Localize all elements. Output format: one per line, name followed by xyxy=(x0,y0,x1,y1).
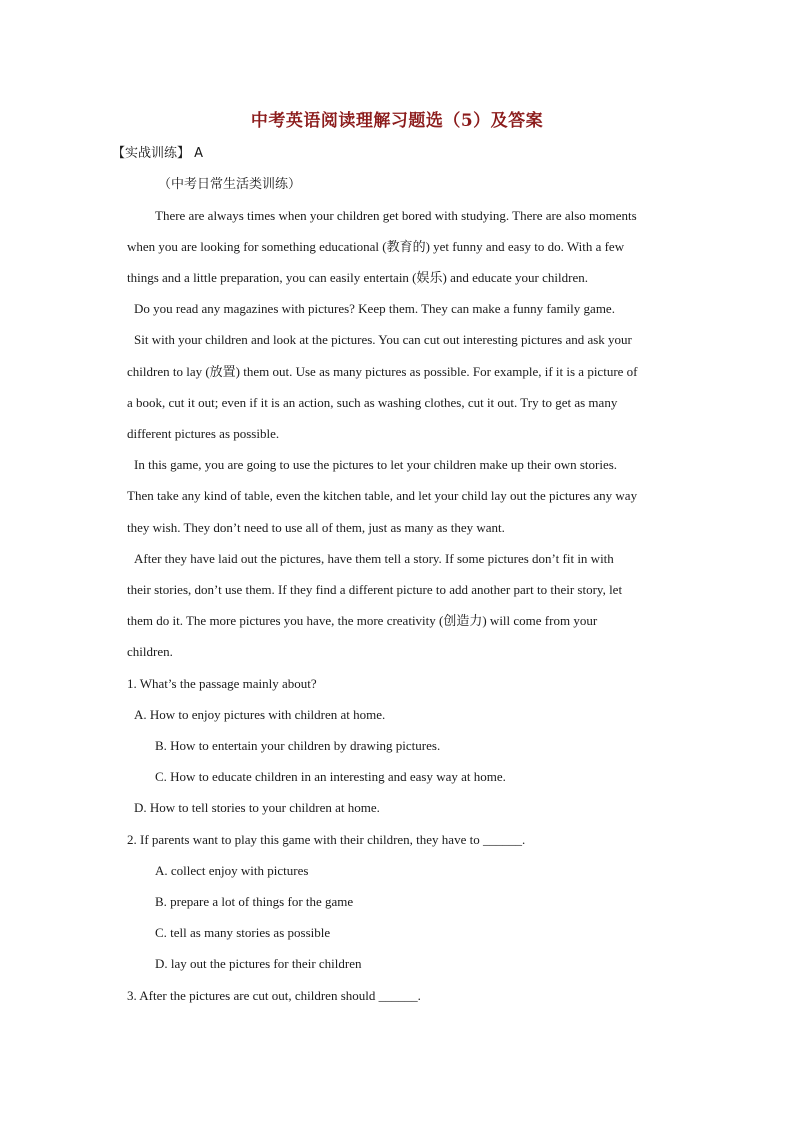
passage-line: different pictures as possible. xyxy=(127,426,280,441)
question-option: B. How to entertain your children by drawing pictures. xyxy=(155,738,441,753)
passage-line: when you are looking for something educational (教育的) yet funny and easy to do. With a few xyxy=(127,239,625,254)
question-option: D. How to tell stories to your children at home. xyxy=(134,800,380,815)
passage-line: children. xyxy=(127,644,173,659)
passage-line: their stories, don’t use them. If they find a different picture to add another part to their story, let xyxy=(127,582,623,597)
question-option: C. How to educate children in an interesting and easy way at home. xyxy=(155,769,506,784)
question-option: A. How to enjoy pictures with children at home. xyxy=(134,707,386,722)
passage-line: a book, cut it out; even if it is an action, such as washing clothes, cut it out. Try to get as many xyxy=(127,395,618,410)
passage-line: Then take any kind of table, even the kitchen table, and let your child lay out the pictures any way xyxy=(127,488,638,503)
question-option: A. collect enjoy with pictures xyxy=(155,863,309,878)
question-option: C. tell as many stories as possible xyxy=(155,925,331,940)
subtitle: （中考日常生活类训练） xyxy=(158,177,302,192)
passage-line: children to lay (放置) them out. Use as many pictures as possible. For example, if it is a picture of xyxy=(127,364,638,379)
question-option: B. prepare a lot of things for the game xyxy=(155,894,354,909)
passage-line: There are always times when your children get bored with studying. There are also moments xyxy=(155,208,637,223)
passage-line: Do you read any magazines with pictures? Keep them. They can make a funny family game. xyxy=(134,301,615,316)
passage-line: they wish. They don’t need to use all of them, just as many as they want. xyxy=(127,520,505,535)
question-option: D. lay out the pictures for their children xyxy=(155,956,362,971)
page-title: 中考英语阅读理解习题选（5）及答案 xyxy=(250,111,544,131)
passage-line: Sit with your children and look at the pictures. You can cut out interesting pictures and ask your xyxy=(134,332,632,347)
question-stem: 2. If parents want to play this game with their children, they have to ______. xyxy=(127,832,526,847)
question-stem: 3. After the pictures are cut out, children should ______. xyxy=(127,988,421,1003)
section-label: 【实战训练】 A xyxy=(112,146,204,161)
passage-line: In this game, you are going to use the pictures to let your children make up their own stories. xyxy=(134,457,618,472)
passage-line: After they have laid out the pictures, have them tell a story. If some pictures don’t fit in with xyxy=(134,551,614,566)
question-stem: 1. What’s the passage mainly about? xyxy=(127,676,317,691)
passage-line: things and a little preparation, you can easily entertain (娱乐) and educate your children. xyxy=(127,270,588,285)
passage-line: them do it. The more pictures you have, the more creativity (创造力) will come from your xyxy=(127,613,598,628)
